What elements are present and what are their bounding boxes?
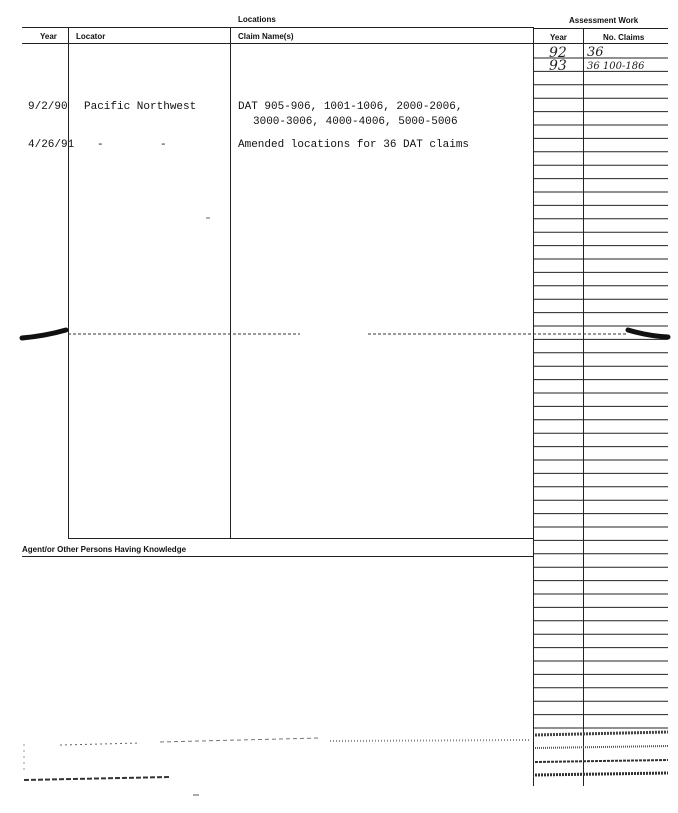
aw-year-2: 93 [549, 58, 567, 74]
aw-claims-2: 36 100-186 [587, 61, 645, 72]
agent-label: Agent/or Other Persons Having Knowledge [22, 545, 187, 554]
aw-year-1: 92 [549, 45, 567, 61]
aw-year-header: Year [550, 33, 567, 42]
aw-no-claims-header: No. Claims [603, 33, 645, 42]
row-1-claims-line1: DAT 905-906, 1001-1006, 2000-2006, [238, 101, 463, 113]
locations-header: Locations [238, 15, 276, 24]
row-2-claims-line1: Amended locations for 36 DAT claims [238, 139, 470, 151]
row-2-locator-dash-b: - [160, 139, 167, 151]
row-1-year: 9/2/90 [28, 101, 68, 113]
aw-claims-1: 36 [587, 45, 604, 60]
col-locator-header: Locator [76, 32, 106, 41]
row-2-year: 4/26/91 [28, 139, 75, 151]
col-year-header: Year [40, 32, 57, 41]
row-1-locator: Pacific Northwest [84, 101, 197, 113]
row-2-locator-dash-a: - [97, 139, 104, 151]
assessment-work-header: Assessment Work [569, 16, 639, 25]
col-claim-names-header: Claim Name(s) [238, 32, 294, 41]
row-1-claims-line2: 3000-3006, 4000-4006, 5000-5006 [253, 116, 458, 128]
